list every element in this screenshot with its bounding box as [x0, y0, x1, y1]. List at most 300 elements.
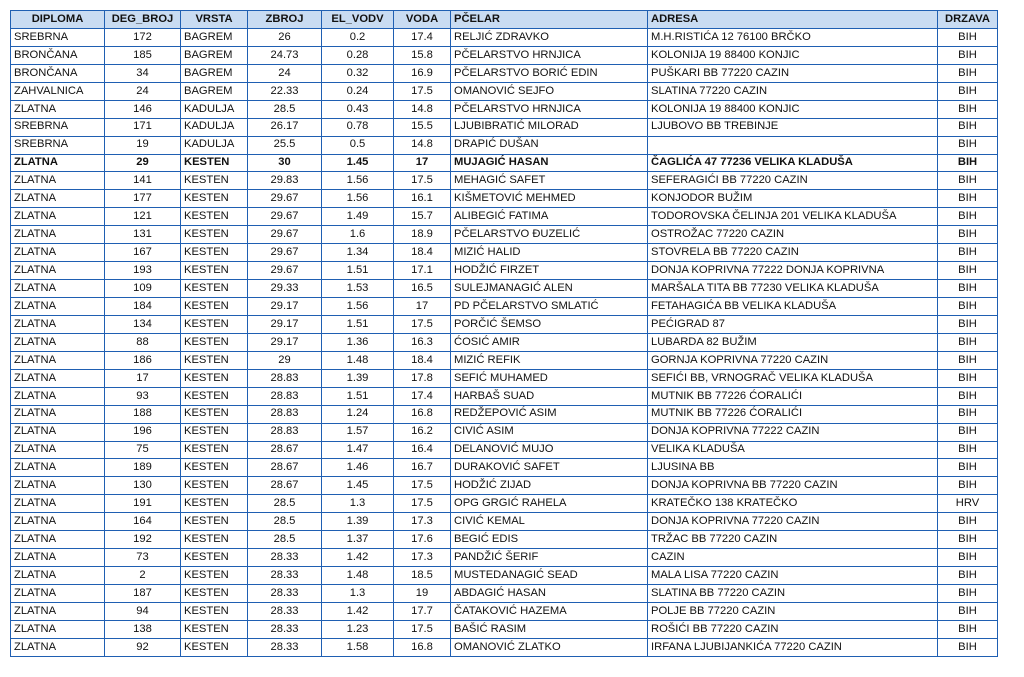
cell-el-vodv: 1.34: [322, 244, 394, 262]
cell-voda: 17.5: [394, 477, 451, 495]
cell-pcelar: MIZIĆ HALID: [451, 244, 648, 262]
cell-pcelar: DELANOVIĆ MUJO: [451, 441, 648, 459]
table-body: [11, 28, 998, 656]
table-row: [11, 118, 998, 136]
cell-pcelar: OPG GRGIĆ RAHELA: [451, 495, 648, 513]
cell-vrsta: BAGREM: [181, 28, 248, 46]
table-row: [11, 315, 998, 333]
cell-zbroj: 29.17: [248, 315, 322, 333]
cell-zbroj: 28.33: [248, 638, 322, 656]
cell-diploma: ZLATNA: [11, 638, 105, 656]
cell-deg-broj: 2: [105, 567, 181, 585]
cell-vrsta: KESTEN: [181, 441, 248, 459]
cell-deg-broj: 138: [105, 620, 181, 638]
cell-diploma: ZLATNA: [11, 262, 105, 280]
cell-voda: 17.7: [394, 602, 451, 620]
cell-el-vodv: 1.58: [322, 638, 394, 656]
cell-drzava: BIH: [938, 333, 998, 351]
cell-adresa: VELIKA KLADUŠA: [648, 441, 938, 459]
cell-voda: 15.5: [394, 118, 451, 136]
cell-adresa: ROŠIĆI BB 77220 CAZIN: [648, 620, 938, 638]
cell-drzava: BIH: [938, 405, 998, 423]
cell-zbroj: 29.17: [248, 333, 322, 351]
cell-drzava: BIH: [938, 585, 998, 603]
cell-vrsta: KESTEN: [181, 280, 248, 298]
cell-deg-broj: 185: [105, 46, 181, 64]
col-header-deg-broj: DEG_BROJ: [105, 11, 181, 29]
cell-drzava: BIH: [938, 387, 998, 405]
cell-zbroj: 25.5: [248, 136, 322, 154]
col-header-diploma: DIPLOMA: [11, 11, 105, 29]
cell-diploma: ZLATNA: [11, 585, 105, 603]
cell-pcelar: HODŽIĆ ZIJAD: [451, 477, 648, 495]
col-header-voda: VODA: [394, 11, 451, 29]
cell-vrsta: KESTEN: [181, 495, 248, 513]
cell-drzava: BIH: [938, 82, 998, 100]
cell-diploma: ZAHVALNICA: [11, 82, 105, 100]
cell-el-vodv: 0.5: [322, 136, 394, 154]
cell-el-vodv: 1.3: [322, 585, 394, 603]
table-row: [11, 423, 998, 441]
cell-drzava: BIH: [938, 136, 998, 154]
cell-adresa: CAZIN: [648, 549, 938, 567]
table-row: [11, 602, 998, 620]
cell-el-vodv: 1.57: [322, 423, 394, 441]
cell-pcelar: PČELARSTVO HRNJICA: [451, 46, 648, 64]
cell-el-vodv: 0.2: [322, 28, 394, 46]
cell-voda: 16.9: [394, 64, 451, 82]
cell-voda: 14.8: [394, 100, 451, 118]
cell-adresa: TODOROVSKA ČELINJA 201 VELIKA KLADUŠA: [648, 208, 938, 226]
cell-adresa: KOLONIJA 19 88400 KONJIC: [648, 100, 938, 118]
table-row: [11, 262, 998, 280]
cell-voda: 18.5: [394, 567, 451, 585]
cell-adresa: SLATINA 77220 CAZIN: [648, 82, 938, 100]
cell-deg-broj: 191: [105, 495, 181, 513]
cell-vrsta: KESTEN: [181, 226, 248, 244]
table-row: [11, 531, 998, 549]
cell-voda: 16.8: [394, 638, 451, 656]
cell-diploma: ZLATNA: [11, 208, 105, 226]
cell-voda: 14.8: [394, 136, 451, 154]
cell-pcelar: LJUBIBRATIĆ MILORAD: [451, 118, 648, 136]
cell-drzava: BIH: [938, 513, 998, 531]
cell-deg-broj: 193: [105, 262, 181, 280]
cell-el-vodv: 1.42: [322, 602, 394, 620]
cell-adresa: SEFIĆI BB, VRNOGRAČ VELIKA KLADUŠA: [648, 369, 938, 387]
cell-pcelar: MIZIĆ REFIK: [451, 351, 648, 369]
cell-el-vodv: 0.78: [322, 118, 394, 136]
cell-pcelar: REDŽEPOVIĆ ASIM: [451, 405, 648, 423]
cell-zbroj: 29.67: [248, 208, 322, 226]
table-row: [11, 136, 998, 154]
cell-pcelar: MUJAGIĆ HASAN: [451, 154, 648, 172]
table-row: [11, 638, 998, 656]
table-row: [11, 64, 998, 82]
cell-drzava: BIH: [938, 441, 998, 459]
cell-pcelar: CIVIĆ ASIM: [451, 423, 648, 441]
cell-diploma: ZLATNA: [11, 280, 105, 298]
cell-diploma: ZLATNA: [11, 333, 105, 351]
cell-vrsta: KESTEN: [181, 459, 248, 477]
cell-drzava: BIH: [938, 620, 998, 638]
cell-vrsta: KESTEN: [181, 154, 248, 172]
cell-el-vodv: 1.48: [322, 567, 394, 585]
cell-vrsta: KADULJA: [181, 136, 248, 154]
cell-adresa: STOVRELA BB 77220 CAZIN: [648, 244, 938, 262]
cell-zbroj: 29.17: [248, 298, 322, 316]
cell-el-vodv: 1.24: [322, 405, 394, 423]
cell-zbroj: 29.33: [248, 280, 322, 298]
cell-diploma: ZLATNA: [11, 190, 105, 208]
cell-voda: 17.3: [394, 513, 451, 531]
cell-adresa: SLATINA BB 77220 CAZIN: [648, 585, 938, 603]
cell-zbroj: 24.73: [248, 46, 322, 64]
cell-adresa: IRFANA LJUBIJANKIĆA 77220 CAZIN: [648, 638, 938, 656]
cell-el-vodv: 0.32: [322, 64, 394, 82]
cell-el-vodv: 0.28: [322, 46, 394, 64]
cell-drzava: BIH: [938, 280, 998, 298]
cell-diploma: ZLATNA: [11, 369, 105, 387]
cell-el-vodv: 1.51: [322, 315, 394, 333]
cell-el-vodv: 1.56: [322, 298, 394, 316]
cell-pcelar: HARBAŠ SUAD: [451, 387, 648, 405]
cell-pcelar: BEGIĆ EDIS: [451, 531, 648, 549]
cell-voda: 17.5: [394, 172, 451, 190]
cell-adresa: OSTROŽAC 77220 CAZIN: [648, 226, 938, 244]
cell-pcelar: MEHAGIĆ SAFET: [451, 172, 648, 190]
cell-diploma: ZLATNA: [11, 244, 105, 262]
cell-diploma: ZLATNA: [11, 477, 105, 495]
cell-el-vodv: 1.53: [322, 280, 394, 298]
cell-adresa: KRATEČKO 138 KRATEČKO: [648, 495, 938, 513]
cell-adresa: DONJA KOPRIVNA 77222 DONJA KOPRIVNA: [648, 262, 938, 280]
cell-vrsta: KESTEN: [181, 315, 248, 333]
cell-vrsta: KADULJA: [181, 118, 248, 136]
cell-voda: 17.4: [394, 28, 451, 46]
cell-drzava: BIH: [938, 64, 998, 82]
cell-voda: 17.4: [394, 387, 451, 405]
cell-deg-broj: 192: [105, 531, 181, 549]
cell-drzava: BIH: [938, 459, 998, 477]
cell-voda: 18.4: [394, 244, 451, 262]
cell-diploma: ZLATNA: [11, 100, 105, 118]
cell-adresa: ČAGLIĆA 47 77236 VELIKA KLADUŠA: [648, 154, 938, 172]
cell-zbroj: 29.67: [248, 262, 322, 280]
cell-el-vodv: 1.37: [322, 531, 394, 549]
cell-deg-broj: 164: [105, 513, 181, 531]
cell-voda: 17.1: [394, 262, 451, 280]
cell-diploma: ZLATNA: [11, 405, 105, 423]
cell-vrsta: KESTEN: [181, 549, 248, 567]
cell-adresa: LJUBOVO BB TREBINJE: [648, 118, 938, 136]
cell-deg-broj: 187: [105, 585, 181, 603]
cell-zbroj: 28.83: [248, 423, 322, 441]
cell-voda: 16.1: [394, 190, 451, 208]
table-row: [11, 28, 998, 46]
cell-zbroj: 28.33: [248, 585, 322, 603]
cell-el-vodv: 1.56: [322, 172, 394, 190]
cell-drzava: BIH: [938, 118, 998, 136]
col-header-adresa: ADRESA: [648, 11, 938, 29]
cell-voda: 16.5: [394, 280, 451, 298]
cell-vrsta: KESTEN: [181, 208, 248, 226]
cell-drzava: BIH: [938, 244, 998, 262]
cell-voda: 19: [394, 585, 451, 603]
cell-zbroj: 28.33: [248, 602, 322, 620]
cell-el-vodv: 1.45: [322, 477, 394, 495]
cell-diploma: ZLATNA: [11, 387, 105, 405]
cell-diploma: ZLATNA: [11, 423, 105, 441]
cell-adresa: MUTNIK BB 77226 ĆORALIĆI: [648, 405, 938, 423]
cell-el-vodv: 0.24: [322, 82, 394, 100]
cell-adresa: MALA LISA 77220 CAZIN: [648, 567, 938, 585]
cell-zbroj: 28.33: [248, 567, 322, 585]
cell-pcelar: BAŠIĆ RASIM: [451, 620, 648, 638]
cell-drzava: BIH: [938, 423, 998, 441]
cell-el-vodv: 1.51: [322, 262, 394, 280]
col-header-drzava: DRZAVA: [938, 11, 998, 29]
cell-pcelar: ALIBEGIĆ FATIMA: [451, 208, 648, 226]
cell-el-vodv: 1.56: [322, 190, 394, 208]
cell-vrsta: BAGREM: [181, 46, 248, 64]
cell-adresa: GORNJA KOPRIVNA 77220 CAZIN: [648, 351, 938, 369]
cell-deg-broj: 94: [105, 602, 181, 620]
cell-diploma: BRONČANA: [11, 64, 105, 82]
cell-el-vodv: 1.45: [322, 154, 394, 172]
cell-deg-broj: 19: [105, 136, 181, 154]
cell-vrsta: BAGREM: [181, 64, 248, 82]
table-row: [11, 459, 998, 477]
cell-deg-broj: 188: [105, 405, 181, 423]
cell-adresa: KONJODOR BUŽIM: [648, 190, 938, 208]
cell-vrsta: KESTEN: [181, 602, 248, 620]
table-row: [11, 208, 998, 226]
cell-adresa: DONJA KOPRIVNA 77222 CAZIN: [648, 423, 938, 441]
cell-deg-broj: 73: [105, 549, 181, 567]
cell-el-vodv: 1.46: [322, 459, 394, 477]
cell-voda: 17.5: [394, 620, 451, 638]
cell-diploma: ZLATNA: [11, 226, 105, 244]
cell-pcelar: PANDŽIĆ ŠERIF: [451, 549, 648, 567]
cell-adresa: TRŽAC BB 77220 CAZIN: [648, 531, 938, 549]
cell-zbroj: 28.83: [248, 405, 322, 423]
cell-diploma: SREBRNA: [11, 28, 105, 46]
cell-diploma: ZLATNA: [11, 298, 105, 316]
table-row: [11, 154, 998, 172]
cell-pcelar: PČELARSTVO ĐUZELIĆ: [451, 226, 648, 244]
cell-zbroj: 28.83: [248, 387, 322, 405]
cell-diploma: ZLATNA: [11, 351, 105, 369]
cell-deg-broj: 189: [105, 459, 181, 477]
cell-vrsta: KESTEN: [181, 333, 248, 351]
cell-drzava: BIH: [938, 208, 998, 226]
cell-adresa: PEĆIGRAD 87: [648, 315, 938, 333]
cell-deg-broj: 172: [105, 28, 181, 46]
cell-diploma: ZLATNA: [11, 315, 105, 333]
cell-zbroj: 22.33: [248, 82, 322, 100]
cell-vrsta: KESTEN: [181, 172, 248, 190]
cell-vrsta: KESTEN: [181, 477, 248, 495]
header-row: [11, 11, 998, 29]
cell-deg-broj: 196: [105, 423, 181, 441]
cell-drzava: BIH: [938, 28, 998, 46]
cell-pcelar: CIVIĆ KEMAL: [451, 513, 648, 531]
cell-drzava: BIH: [938, 602, 998, 620]
cell-adresa: PUŠKARI BB 77220 CAZIN: [648, 64, 938, 82]
cell-adresa: POLJE BB 77220 CAZIN: [648, 602, 938, 620]
cell-pcelar: DURAKOVIĆ SAFET: [451, 459, 648, 477]
cell-diploma: ZLATNA: [11, 531, 105, 549]
cell-vrsta: KESTEN: [181, 244, 248, 262]
cell-vrsta: KESTEN: [181, 387, 248, 405]
cell-el-vodv: 1.49: [322, 208, 394, 226]
cell-pcelar: OMANOVIĆ ZLATKO: [451, 638, 648, 656]
cell-zbroj: 28.5: [248, 100, 322, 118]
cell-voda: 18.4: [394, 351, 451, 369]
table-row: [11, 585, 998, 603]
cell-zbroj: 28.5: [248, 495, 322, 513]
col-header-vrsta: VRSTA: [181, 11, 248, 29]
table-row: [11, 405, 998, 423]
cell-pcelar: PD PČELARSTVO SMLATIĆ: [451, 298, 648, 316]
cell-drzava: BIH: [938, 638, 998, 656]
cell-adresa: MARŠALA TITA BB 77230 VELIKA KLADUŠA: [648, 280, 938, 298]
cell-drzava: BIH: [938, 369, 998, 387]
cell-el-vodv: 1.48: [322, 351, 394, 369]
cell-vrsta: KESTEN: [181, 513, 248, 531]
cell-vrsta: KESTEN: [181, 298, 248, 316]
cell-adresa: LUBARDA 82 BUŽIM: [648, 333, 938, 351]
cell-adresa: SEFERAGIĆI BB 77220 CAZIN: [648, 172, 938, 190]
cell-drzava: BIH: [938, 172, 998, 190]
cell-voda: 17.8: [394, 369, 451, 387]
cell-drzava: BIH: [938, 190, 998, 208]
cell-voda: 17.5: [394, 315, 451, 333]
cell-drzava: BIH: [938, 262, 998, 280]
table-row: [11, 100, 998, 118]
cell-el-vodv: 1.42: [322, 549, 394, 567]
cell-zbroj: 28.5: [248, 531, 322, 549]
cell-deg-broj: 29: [105, 154, 181, 172]
cell-drzava: BIH: [938, 549, 998, 567]
col-header-el-vodv: EL_VODV: [322, 11, 394, 29]
table-row: [11, 495, 998, 513]
cell-voda: 16.7: [394, 459, 451, 477]
cell-pcelar: KIŠMETOVIĆ MEHMED: [451, 190, 648, 208]
cell-el-vodv: 1.23: [322, 620, 394, 638]
table-row: [11, 387, 998, 405]
cell-drzava: BIH: [938, 567, 998, 585]
cell-el-vodv: 1.39: [322, 513, 394, 531]
cell-zbroj: 28.5: [248, 513, 322, 531]
table-row: [11, 244, 998, 262]
cell-pcelar: HODŽIĆ FIRZET: [451, 262, 648, 280]
cell-zbroj: 28.33: [248, 549, 322, 567]
cell-deg-broj: 167: [105, 244, 181, 262]
results-table: [10, 10, 998, 657]
cell-vrsta: KESTEN: [181, 351, 248, 369]
cell-diploma: SREBRNA: [11, 136, 105, 154]
cell-voda: 18.9: [394, 226, 451, 244]
cell-zbroj: 28.67: [248, 441, 322, 459]
table-row: [11, 567, 998, 585]
table-row: [11, 369, 998, 387]
cell-deg-broj: 186: [105, 351, 181, 369]
table-row: [11, 351, 998, 369]
table-row: [11, 280, 998, 298]
cell-vrsta: KESTEN: [181, 262, 248, 280]
cell-diploma: SREBRNA: [11, 118, 105, 136]
cell-diploma: ZLATNA: [11, 154, 105, 172]
cell-deg-broj: 93: [105, 387, 181, 405]
table-row: [11, 549, 998, 567]
cell-el-vodv: 1.51: [322, 387, 394, 405]
cell-voda: 15.7: [394, 208, 451, 226]
cell-el-vodv: 1.39: [322, 369, 394, 387]
cell-voda: 17.3: [394, 549, 451, 567]
cell-drzava: BIH: [938, 351, 998, 369]
cell-vrsta: KESTEN: [181, 369, 248, 387]
cell-drzava: BIH: [938, 46, 998, 64]
cell-zbroj: 28.33: [248, 620, 322, 638]
cell-zbroj: 28.67: [248, 459, 322, 477]
cell-deg-broj: 184: [105, 298, 181, 316]
cell-el-vodv: 1.47: [322, 441, 394, 459]
cell-voda: 16.8: [394, 405, 451, 423]
cell-vrsta: KESTEN: [181, 423, 248, 441]
cell-pcelar: SEFIĆ MUHAMED: [451, 369, 648, 387]
cell-zbroj: 29.67: [248, 190, 322, 208]
table-row: [11, 333, 998, 351]
table-row: [11, 190, 998, 208]
cell-vrsta: KESTEN: [181, 405, 248, 423]
table-row: [11, 441, 998, 459]
cell-zbroj: 28.67: [248, 477, 322, 495]
cell-diploma: ZLATNA: [11, 441, 105, 459]
table-row: [11, 46, 998, 64]
cell-pcelar: PČELARSTVO HRNJICA: [451, 100, 648, 118]
cell-deg-broj: 121: [105, 208, 181, 226]
table-row: [11, 298, 998, 316]
cell-deg-broj: 134: [105, 315, 181, 333]
cell-zbroj: 26.17: [248, 118, 322, 136]
table-row: [11, 226, 998, 244]
col-header-zbroj: ZBROJ: [248, 11, 322, 29]
cell-diploma: ZLATNA: [11, 513, 105, 531]
table-row: [11, 620, 998, 638]
cell-deg-broj: 177: [105, 190, 181, 208]
cell-deg-broj: 92: [105, 638, 181, 656]
cell-pcelar: ČATAKOVIĆ HAZEMA: [451, 602, 648, 620]
cell-drzava: BIH: [938, 226, 998, 244]
cell-el-vodv: 0.43: [322, 100, 394, 118]
cell-voda: 17.5: [394, 82, 451, 100]
cell-zbroj: 28.83: [248, 369, 322, 387]
cell-zbroj: 24: [248, 64, 322, 82]
cell-deg-broj: 109: [105, 280, 181, 298]
cell-deg-broj: 34: [105, 64, 181, 82]
table-row: [11, 513, 998, 531]
cell-voda: 17: [394, 298, 451, 316]
cell-el-vodv: 1.6: [322, 226, 394, 244]
cell-zbroj: 29.67: [248, 226, 322, 244]
cell-zbroj: 29.67: [248, 244, 322, 262]
cell-drzava: BIH: [938, 531, 998, 549]
cell-voda: 17: [394, 154, 451, 172]
cell-diploma: BRONČANA: [11, 46, 105, 64]
cell-voda: 16.3: [394, 333, 451, 351]
